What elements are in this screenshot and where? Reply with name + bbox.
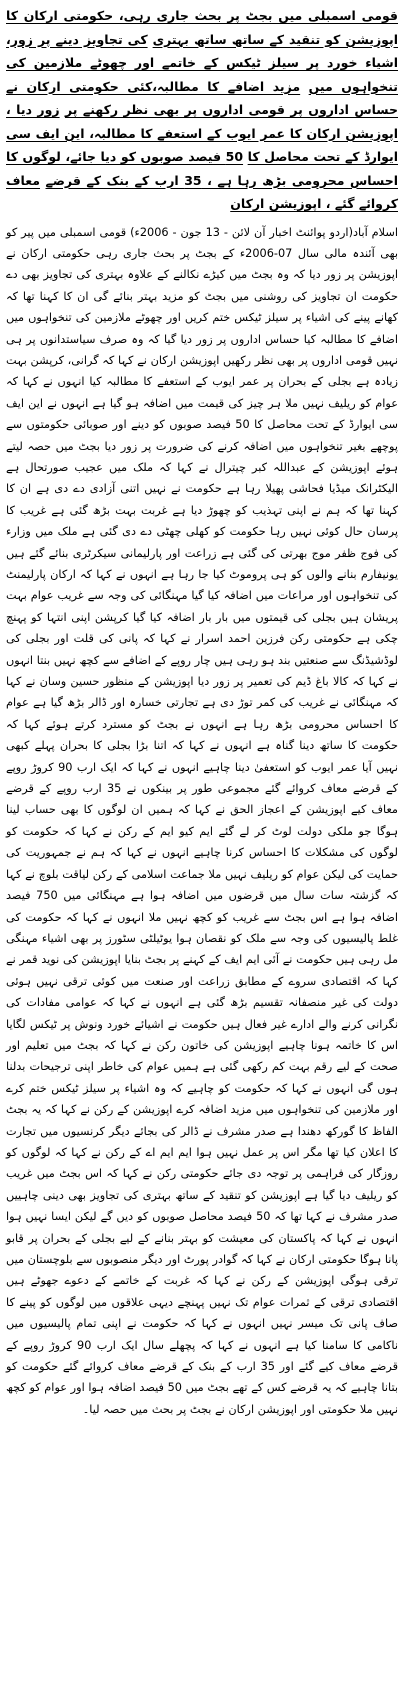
- headline-line: مزید اضافے کا مطالبہ،کئی حکومتی ارکان نے حساس اداروں پر قومی اداروں پر بھی نظر رکھنے پر: [6, 78, 398, 117]
- headline: [6, 4, 398, 216]
- article-body-text: مالی سال 07-2006ء کے بجٹ پر بحث جاری رہی حکومتی ارکان نے اپوزیشن پر زور دیا کہ وہ بجٹ میں کیڑے نکالنے کے علاوہ بہتری کی تجاویز بھی دے حکومت ان تجاویز کی روشنی میں بجٹ کو مزید بہتر بنائے گی ان کا کہنا تھا کہ کھانے پینے کی اشیاء پر سیلز ٹیکس ختم کریں اور چھوٹے ملازمین کی تنخواہوں میں اضافے کا مطالبہ کیا حساس اداروں پر زور دیا گیا کہ وہ صرف سیاستدانوں پر ہی نہیں قومی اداروں پر بھی نظر رکھیں اپوزیشن ارکان نے کہا کہ گرانی، کرپشن بہت زیادہ ہے بجلی کے بحران پر عمر ایوب کے استعفے کا مطالبہ کیا انہوں نے کہا کہ عوام کو ریلیف نہیں ملا ہر چیز کی قیمت میں اضافہ ہو گیا ہے انہوں نے این ایف سی ایوارڈ کے تحت محاصل کا 50 فیصد صوبوں کو دینے اور صوبائی حکومتوں سے پوچھے بغیر تنخواہوں میں اضافہ کرنے کی ضرورت پر زور دیا بجٹ میں حصہ لیتے ہوئے اپوزیشن کے عبداللہ کبر چیترال نے کہا کہ ملک میں عجیب صورتحال ہے الیکٹرانک میڈیا فحاشی پھیلا رہا ہے حکومت نے نہیں اتنی آزادی دے دی ہے ان کا کہنا تھا کہ ہم نے اپنی تہذیب کو چھوڑ دیا ہے غربت بہت بڑھ گئی ہے غریب کا پرسان حال کوئی نہیں رہا حکومت کو کھلی چھٹی دے دی گئی ہے ملک میں وزارء کی فوج ظفر موج بھرتی کی گئی ہے زراعت اور پارلیمانی سیکرٹری بنائے گئے ہیں یونیفارم بنانے والوں کو ہی پروموٹ کیا جا رہا ہے انہوں نے کہا کہ ارکان پارلیمنٹ کی تنخواہوں اور مراعات میں اضافہ کیا گیا مہنگائی کی وجہ سے غریب عوام بہت پریشان ہیں بجلی کی قیمتوں میں بار بار اضافہ کیا گیا کرپشن اپنی انتہا کو پہنچ چکی ہے حکومتی رکن فرزین احمد اسرار نے کہا کہ پانی کی قلت اور بجلی کی لوڈشیڈنگ سے صنعتیں بند ہو رہی ہیں چار روپے کے اضافے سے کچھ نہیں بنتا انہوں نے کہا کہ کالا باغ ڈیم کی تعمیر پر زور دیا اپوزیشن کے منظور حسین وسان نے کہا کہ مہنگائی نے غریب کی کمر توڑ دی ہے تجارتی خسارہ اور ڈالر بڑھ گیا ہے عوام کا احساس محرومی بڑھ رہا ہے انہوں نے بجٹ کو مسترد کرتے ہوئے کہا کہ حکومت کا ساتھ دینا گناہ ہے انہوں نے کہا کہ اتنا بڑا بجلی کا بحران پہلے کبھی نہیں آیا عمر ایوب کو استعفیٰ دینا چاہیے انہوں نے کہا کہ ایک ارب 90 کروڑ روپے کے قرضے معاف کروائے گئے مجموعی طور پر بینکوں نے 35 ارب روپے کے قرضے معاف کیے اپوزیشن کے اعجاز الحق نے کہا کہ ہمیں ان لوگوں کا بھی حساب لینا ہوگا جو ملکی دولت لوٹ کر لے گئے ایم کیو ایم کے رکن نے کہا کہ حکومت کو لوگوں کی مشکلات کا احساس کرنا چاہیے انہوں نے کہا کہ ہم نے جمہوریت کی حمایت کی لیکن عوام کو ریلیف نہیں ملا جماعت اسلامی کے رکن لیاقت بلوچ نے کہا کہ گزشتہ سات سال میں قرضوں میں اضافہ ہوا ہے مہنگائی میں 750 فیصد اضافہ ہوا ہے اس بجٹ سے غریب کو کچھ نہیں ملا انہوں نے کہا کہ حکومت کی غلط پالیسیوں کی وجہ سے ملک کو نقصان ہوا یوٹیلٹی سٹورز پر بھی اشیاء مہنگی مل رہی ہیں حکومت نے آئی ایم ایف کے کہنے پر بجٹ بنایا اپوزیشن کی نوید قمر نے کہا کہ اقتصادی سروے کے مطابق زراعت اور صنعت میں کوئی ترقی نہیں ہوئی دولت کی غیر منصفانہ تقسیم بڑھ گئی ہے انہوں نے کہا کہ عوامی مفادات کی نگرانی کرنے والے ادارے غیر فعال ہیں حکومت نے اشیائے خورد ونوش پر ٹیکس لگایا اس کا خاتمہ ہونا چاہیے اپوزیشن کی خاتون رکن نے کہا کہ بجٹ میں تعلیم اور صحت کے لیے رقم بہت کم رکھی گئی ہے ہمیں عوام کی خاطر اپنی ترجیحات بدلنا ہوں گی انہوں نے کہا کہ حکومت کو چاہیے کہ وہ اشیاء پر سیلز ٹیکس ختم کرے اور ملازمین کی تنخواہوں میں مزید اضافہ کرے اپوزیشن کے رکن نے کہا کہ یہ بجٹ الفاظ کا گورکھ دھندا ہے صدر مشرف نے ڈالر کی بجائے دیگر کرنسیوں میں تجارت کا اعلان کیا تھا مگر اس پر عمل نہیں ہوا ایم ایم اے کے رکن نے کہا کہ لوگوں کو روزگار کی فراہمی پر توجہ دی جائے حکومتی رکن نے کہا کہ اس بجٹ میں غریب کو ریلیف دیا گیا ہے اپوزیشن کو تنقید کے ساتھ بہتری کی تجاویز بھی دینی چاہییں صدر مشرف نے کہا تھا کہ 50 فیصد محاصل صوبوں کو دیں گے لیکن ایسا نہیں ہوا انہوں نے کہا کہ پاکستان کی معیشت کو بہتر بنانے کے لیے بجلی کے بحران پر قابو پانا ہوگا حکومتی ارکان نے کہا کہ گوادر پورٹ اور دیگر منصوبوں سے بلوچستان میں ترقی ہوگی اپوزیشن کے رکن نے کہا کہ غربت کے خاتمے کے دعوے جھوٹے ہیں اقتصادی ترقی کے ثمرات عوام تک نہیں پہنچے دیہی علاقوں میں لوگوں کو پینے کا صاف پانی تک میسر نہیں انہوں نے کہا کہ حکومت نے اپنی تمام پالیسیوں میں ناکامی کا سامنا کیا ہے انہوں نے کہا کہ پچھلے سال ایک ارب 90 کروڑ روپے کے قرضے معاف کیے گئے اور 35 ارب کے بنک کے قرضے معاف کروائے گئے حکومت کو بتانا چاہیے کہ یہ قرضے کس کے تھے بجٹ میں 50 فیصد اضافہ ہوا اور عوام کو کچھ نہیں ملا حکومتی اور اپوزیشن ارکان نے بجٹ پر بحث میں حصہ لیا۔: [6, 246, 399, 1416]
- article-body: [6, 222, 398, 1421]
- headline-line: کی تجاویز دینے پر زور، اشیاء خورد پر سیلز ٹیکس کے خاتمے اور چھوٹے ملازمین کی تنخواہوں میں: [6, 31, 398, 94]
- headline-line: زور دیا ، اپوزیشن ارکان کا عمر ایوب کے استعفے کا مطالبہ، این ایف سی ایوارڈ کے تحت محاصل کا: [6, 102, 398, 164]
- headline-line: 50 فیصد صوبوں کو دیا جائے، لوگوں کا احساس محرومی بڑھ رہا ہے ، 35 ارب کے بنک کے قرضے: [6, 149, 398, 188]
- headline-line: قومی اسمبلی میں بجٹ پر بحث جاری رہی، حکومتی ارکان کا اپوزیشن کو تنقید کے ساتھ ساتھ بہتری: [6, 8, 398, 47]
- dateline: اسلام آباد(اردو پوائنٹ اخبار آن لائن - 13 جون - 2006ء) قومی اسمبلی میں پیر کو بھی آئندہ: [6, 225, 399, 260]
- headline-line: معاف کروائے گئے ، اپوزیشن ارکان: [6, 172, 398, 211]
